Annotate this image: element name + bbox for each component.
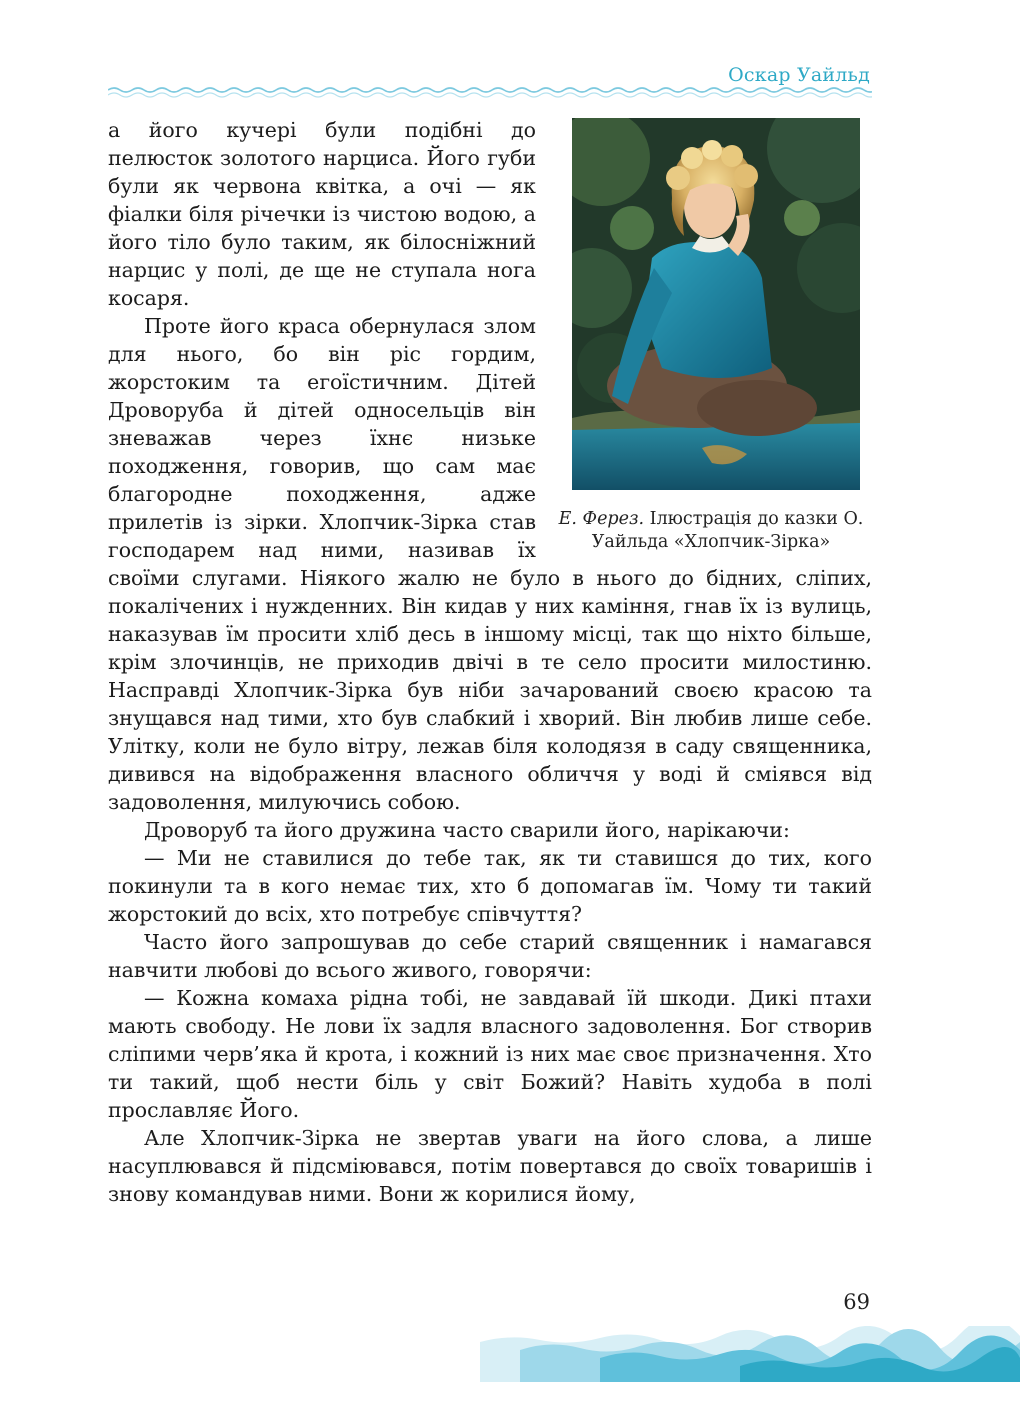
paragraph-3: Дроворуб та його дружина часто сварили його, нарікаючи:	[144, 818, 790, 842]
caption-text: Ілюстрація до казки О. Уайльда «Хлопчик-Зірка»	[591, 509, 864, 552]
paragraph-7: Але Хлопчик-Зірка не звертав уваги на його слова, а лише насуплювався й підсміювався, потім повертався до своїх товаришів і знову командував ними. Вони ж корилися йому,	[108, 1126, 872, 1206]
illustration-star-child	[572, 118, 860, 490]
paragraph-1: а його кучері були подібні до пелюсток золотого нарциса. Його губи були як червона квітка, а очі — як фіалки біля річечки із чистою водою, а його тіло було таким, як білосніжний нарцис у полі, де ще не ступала нога косаря.	[108, 118, 536, 310]
paragraph-5: Часто його запрошував до себе старий священник і намагався навчити любові до всього живого, говорячи:	[108, 930, 872, 982]
caption-author: Е. Ферез.	[558, 509, 645, 529]
paragraph-2: Проте його краса обернулася злом для нього, бо він ріс гордим, жорстоким та егоїстичним. Дітей Дроворуба й дітей односельців він зневажав через їхнє низьке походження, говорив, що сам має благородне походження, адже прилетів із зірки. Хлопчик-Зірка став господарем над ними, називав їх своїми слугами. Ніякого жалю не було в нього до бідних, сліпих, покалічених і нужденних. Він кидав у них каміння, гнав їх із вулиць, наказував їм просити хліб десь в іншому місці, так що ніхто більше, крім злочинців, не приходив двічі в те село просити милостиню. Насправді Хлопчик-Зірка був ніби зачарований своєю красою та знущався над тими, хто був слабкий і хворий. Він любив лише себе. Улітку, коли не було вітру, лежав біля колодязя в саду священника, дивився на відображення власного обличчя у воді й сміявся від задоволення, милуючись собою.	[108, 314, 872, 814]
paragraph-4: — Ми не ставилися до тебе так, як ти ставишся до тих, кого покинули та в кого немає тих, хто б допомагав їм. Чому ти такий жорстокий до всіх, хто потребує співчуття?	[108, 846, 872, 926]
running-title: Оскар Уайльд	[728, 64, 870, 86]
figure-caption	[550, 508, 872, 554]
figure	[550, 118, 872, 554]
page-number: 69	[843, 1290, 870, 1314]
body-text	[108, 116, 872, 1208]
paragraph-6: — Кожна комаха рідна тобі, не завдавай їй шкоди. Дикі птахи мають свободу. Не лови їх задля власного задоволення. Бог створив сліпими черв’яка й крота, і кожний із них має своє призначення. Хто ти такий, щоб нести біль у світ Божий? Навіть худоба в полі прославляє Його.	[108, 986, 872, 1122]
footer-wave-ornament	[480, 1326, 1020, 1382]
header-wave-ornament	[108, 85, 872, 99]
